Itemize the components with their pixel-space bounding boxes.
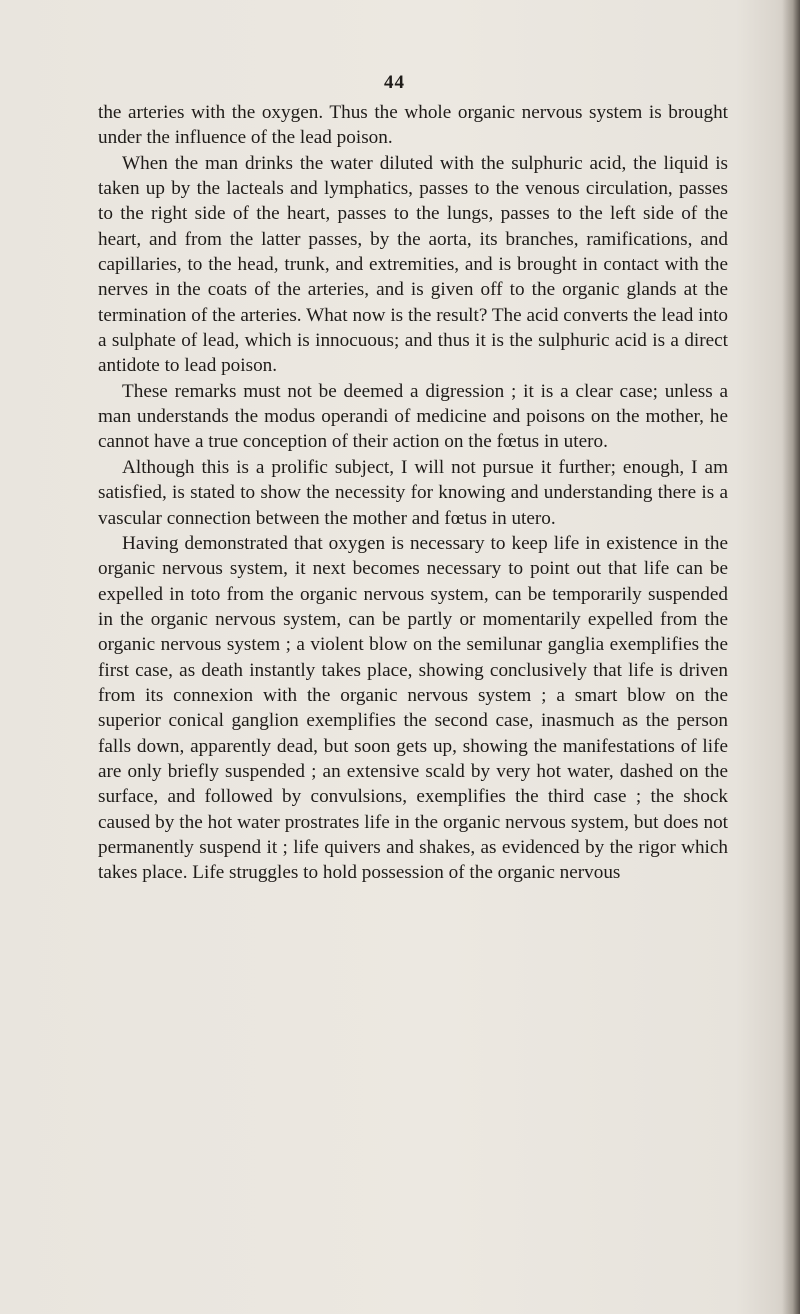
paragraph-5: Having demonstrated that oxygen is necessary to keep life in existence in the organic nervous system, it next becomes necessary to point out that life can be expelled in toto from the organic nervous system, can be temporarily suspended in the organic nervous system, can be partly or momentarily expelled from the organic nervous system ; a violent blow on the semilunar ganglia exemplifies the first case, as death instantly takes place, showing conclusively that life is driven from its connexion with the organic nervous system ; a smart blow on the superior conical ganglion exemplifies the second case, inasmuch as the person falls down, apparently dead, but soon gets up, showing the manifestations of life are only briefly suspended ; an extensive scald by very hot water, dashed on the surface, and followed by convulsions, exemplifies the third case ; the shock caused by the hot water prostrates life in the organic nervous system, but does not permanently suspend it ; life quivers and shakes, as evidenced by the rigor which takes place. Life struggles to hold possession of the organic nervous [98, 532, 728, 884]
body-text [98, 100, 728, 886]
paragraph-4: Although this is a prolific subject, I will not pursue it further; enough, I am satisfied, is stated to show the necessity for knowing and understanding there is a vascular connection between the mother and fœtus in utero. [98, 456, 728, 529]
paragraph-3: These remarks must not be deemed a digression ; it is a clear case; unless a man understands the modus operandi of medicine and poisons on the mother, he cannot have a true conception of their action on the fœtus in utero. [98, 380, 728, 453]
paragraph-1: the arteries with the oxygen. Thus the whole organic nervous system is brought under the influence of the lead poison. [98, 102, 728, 149]
page-number: 44 [384, 72, 405, 93]
page-edge-shadow [782, 0, 800, 1314]
paragraph-2: When the man drinks the water diluted with the sulphuric acid, the liquid is taken up by the lacteals and lymphatics, passes to the venous circulation, passes to the right side of the heart, passes to the lungs, passes to the left side of the heart, and from the latter passes, by the aorta, its branches, ramifications, and capillaries, to the head, trunk, and extremities, and is brought in contact with the nerves in the coats of the arteries, and is given off to the organic glands at the termination of the arteries. What now is the result? The acid converts the lead into a sulphate of lead, which is innocuous; and thus it is the sulphuric acid is a direct antidote to lead poison. [98, 152, 728, 377]
